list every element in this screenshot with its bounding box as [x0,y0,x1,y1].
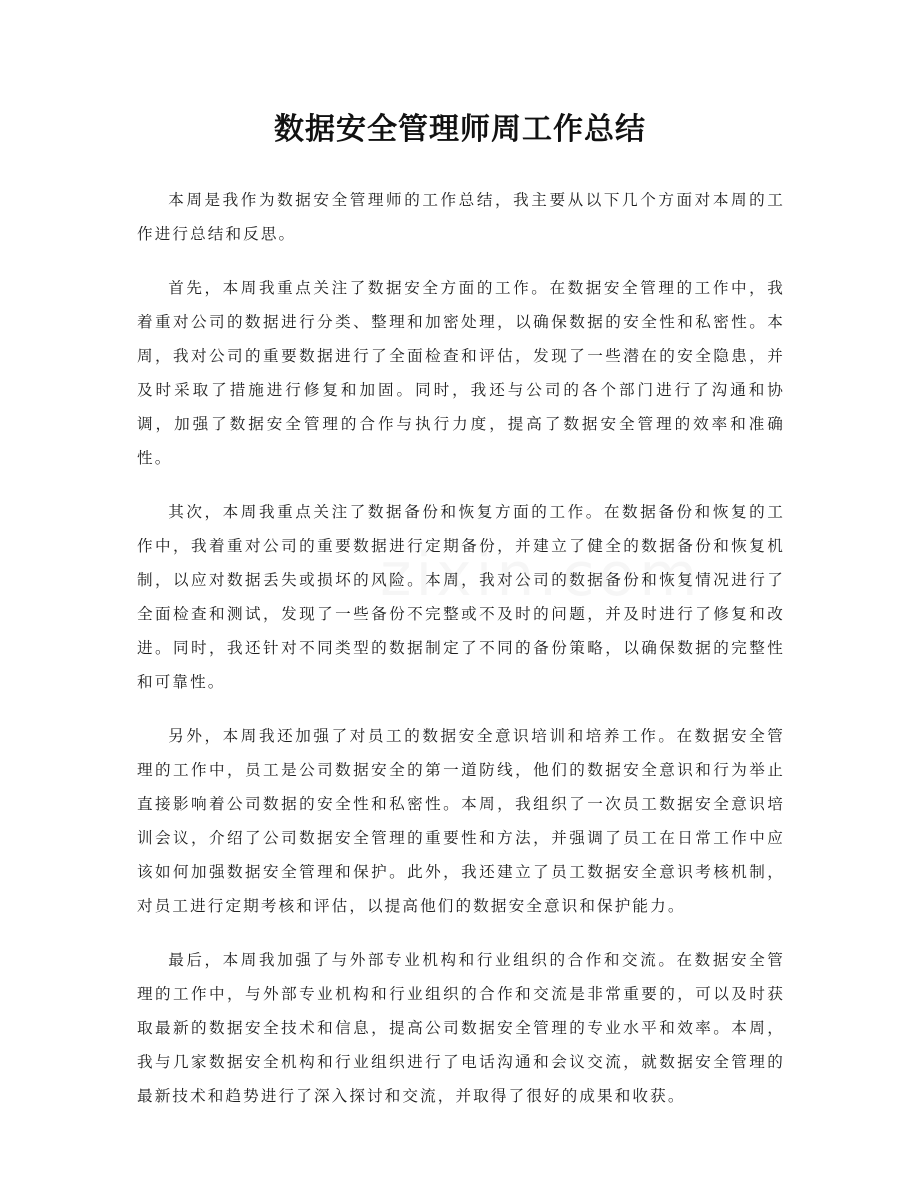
paragraph-data-security: 首先，本周我重点关注了数据安全方面的工作。在数据安全管理的工作中，我着重对公司的数据进行分类、整理和加密处理，以确保数据的安全性和私密性。本周，我对公司的重要数据进行了全面检查和评估，发现了一些潜在的安全隐患，并及时采取了措施进行修复和加固。同时，我还与公司的各个部门进行了沟通和协调，加强了数据安全管理的合作与执行力度，提高了数据安全管理的效率和准确性。 [137,279,785,467]
paragraph-employee-training: 另外，本周我还加强了对员工的数据安全意识培训和培养工作。在数据安全管理的工作中，员工是公司数据安全的第一道防线，他们的数据安全意识和行为举止直接影响着公司数据的安全性和私密性。本周，我组织了一次员工数据安全意识培训会议，介绍了公司数据安全管理的重要性和方法，并强调了员工在日常工作中应该如何加强数据安全管理和保护。此外，我还建立了员工数据安全意识考核机制，对员工进行定期考核和评估，以提高他们的数据安全意识和保护能力。 [137,727,785,915]
paragraph-backup-recovery: 其次，本周我重点关注了数据备份和恢复方面的工作。在数据备份和恢复的工作中，我着重对公司的重要数据进行定期备份，并建立了健全的数据备份和恢复机制，以应对数据丢失或损坏的风险。本周，我对公司的数据备份和恢复情况进行了全面检查和测试，发现了一些备份不完整或不及时的问题，并及时进行了修复和改进。同时，我还针对不同类型的数据制定了不同的备份策略，以确保数据的完整性和可靠性。 [137,503,785,691]
document-title: 数据安全管理师周工作总结 [274,112,646,147]
document-body [137,183,785,1133]
paragraph-intro: 本周是我作为数据安全管理师的工作总结，我主要从以下几个方面对本周的工作进行总结和反思。 [137,191,785,243]
paragraph-external-cooperation: 最后，本周我加强了与外部专业机构和行业组织的合作和交流。在数据安全管理的工作中，与外部专业机构和行业组织的合作和交流是非常重要的，可以及时获取最新的数据安全技术和信息，提高公司数据安全管理的专业水平和效率。本周，我与几家数据安全机构和行业组织进行了电话沟通和会议交流，就数据安全管理的最新技术和趋势进行了深入探讨和交流，并取得了很好的成果和收获。 [137,951,785,1105]
